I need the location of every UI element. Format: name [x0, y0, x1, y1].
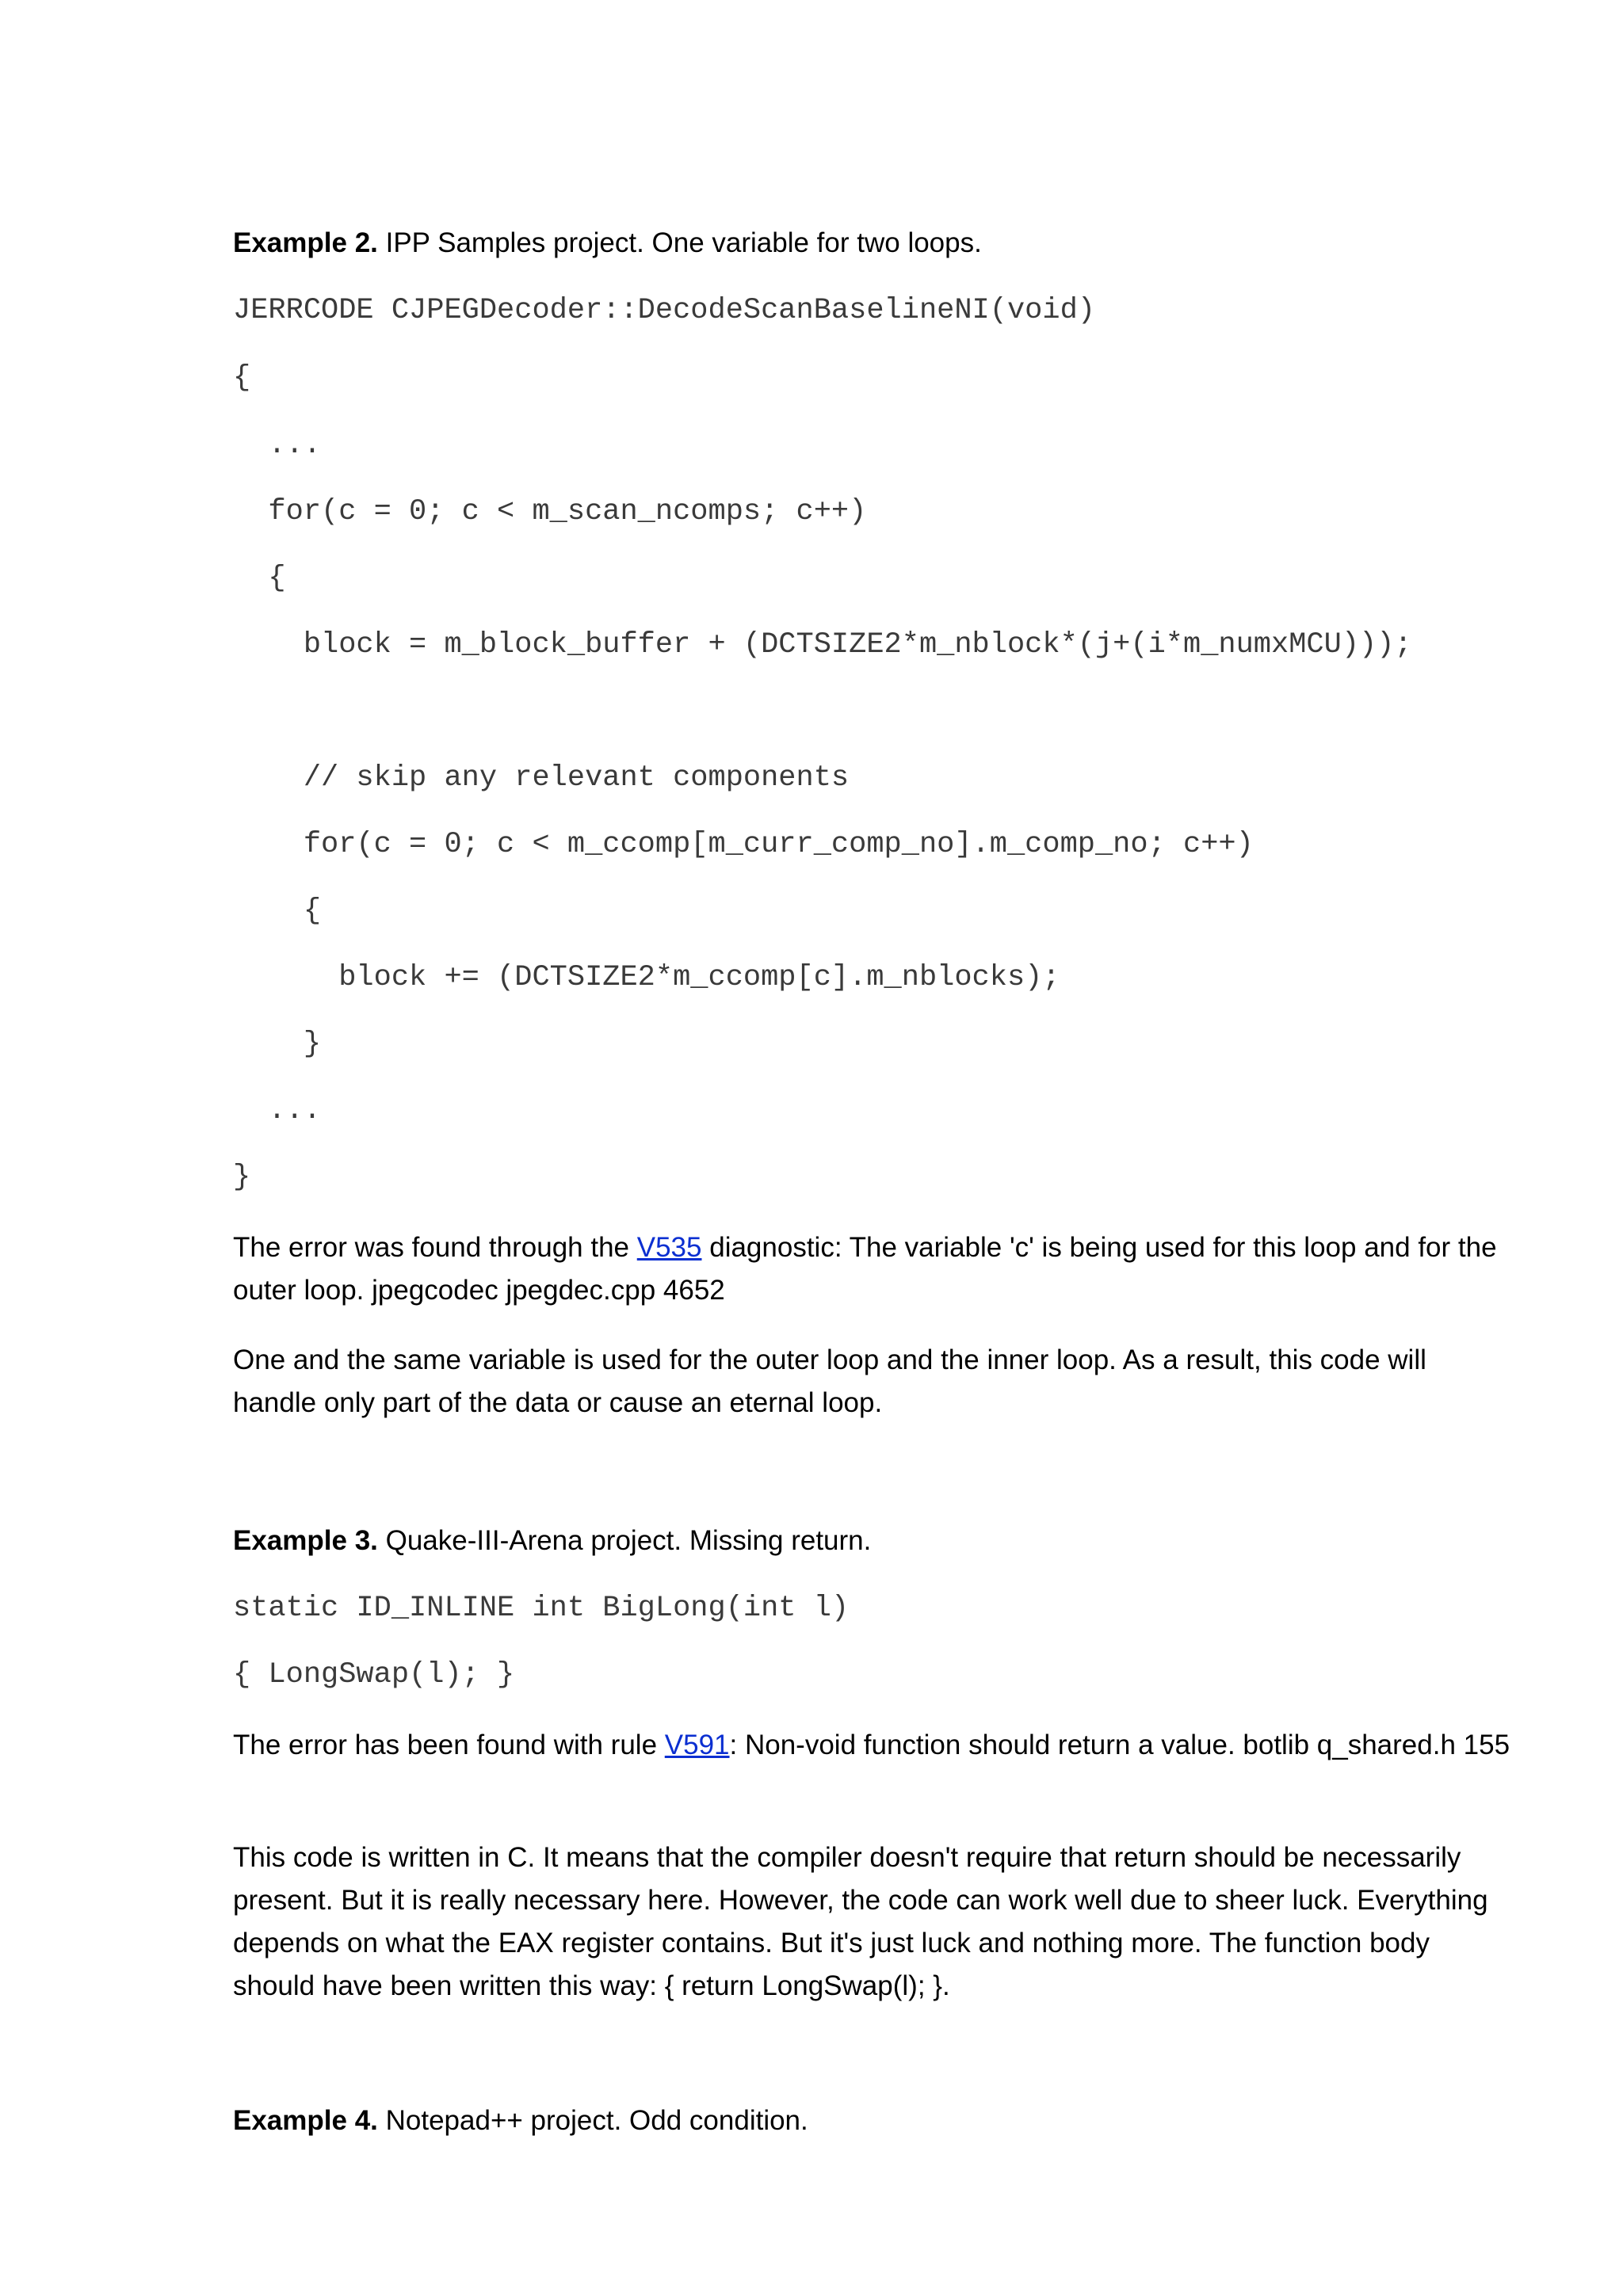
example-2-title: IPP Samples project. One variable for two loops.: [377, 227, 982, 258]
code-line: {: [233, 894, 322, 928]
code-line: static ID_INLINE int BigLong(int l): [233, 1592, 850, 1625]
code-line: block = m_block_buffer + (DCTSIZE2*m_nblock*(j+(i*m_numxMCU)));: [233, 628, 1412, 662]
diagnostic-text: The error was found through the: [233, 1232, 637, 1263]
code-line: for(c = 0; c < m_scan_ncomps; c++): [233, 495, 867, 528]
code-line: block += (DCTSIZE2*m_ccomp[c].m_nblocks);: [233, 961, 1060, 994]
v535-link[interactable]: V535: [636, 1232, 702, 1263]
example-3-explanation: This code is written in C. It means that the compiler doesn't require that return should be necessarily present. But it is really necessary here. However, the code can work well due to sheer luck. Everything depends on what the EAX register contains. But it's just luck and nothing more. The function body should have been written this way: { return LongSwap(l); }.: [233, 1842, 1488, 2001]
example-4-title: Notepad++ project. Odd condition.: [377, 2105, 808, 2136]
example-3-label: Example 3.: [233, 1525, 378, 1556]
example-4-label: Example 4.: [233, 2105, 378, 2136]
example-4-heading: [233, 2100, 1517, 2142]
diagnostic-text: : Non-void function should return a value. botlib q_shared.h 155: [729, 1730, 1510, 1760]
diagnostic-text: diagnostic: The variable 'c' is being used for this loop and for the outer loop. jpegcodec jpegdec.cpp 4652: [233, 1232, 1497, 1306]
code-line: {: [233, 562, 286, 595]
code-line: JERRCODE CJPEGDecoder::DecodeScanBaselineNI(void): [233, 294, 1095, 327]
example-3-diagnostic: [233, 1724, 1517, 1767]
v591-link[interactable]: V591: [664, 1730, 730, 1760]
example-3-title: Quake-III-Arena project. Missing return.: [377, 1525, 872, 1556]
code-line: for(c = 0; c < m_ccomp[m_curr_comp_no].m_comp_no; c++): [233, 828, 1254, 861]
code-line: ...: [233, 1094, 322, 1127]
example-2-label: Example 2.: [233, 227, 378, 258]
code-line: { LongSwap(l); }: [233, 1658, 515, 1691]
example-2-explanation: One and the same variable is used for the outer loop and the inner loop. As a result, this code will handle only part of the data or cause an eternal loop.: [233, 1344, 1426, 1418]
code-line: // skip any relevant components: [233, 761, 850, 795]
diagnostic-text: The error has been found with rule: [233, 1730, 665, 1760]
code-line: {: [233, 361, 251, 395]
example-2-diagnostic: [233, 1226, 1517, 1312]
example-2-heading: [233, 222, 1517, 265]
example-3-heading: [233, 1520, 1517, 1562]
code-line: }: [233, 1161, 251, 1194]
code-line: ...: [233, 429, 322, 462]
code-line: }: [233, 1028, 322, 1061]
